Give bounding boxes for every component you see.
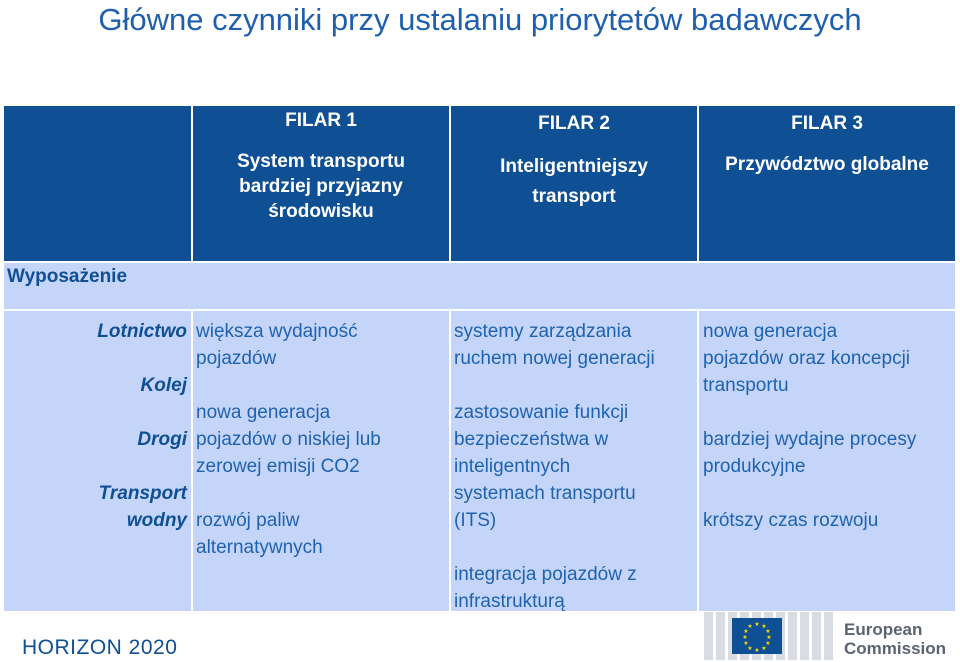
col1-item-3: rozwój paliw alternatywnych <box>196 510 323 558</box>
pillar-2-content <box>451 311 697 611</box>
svg-text:★: ★ <box>765 628 771 635</box>
eu-flag-icon <box>732 618 782 654</box>
pillar-3-subtitle: Przywództwo globalne <box>725 154 929 175</box>
svg-text:★: ★ <box>766 634 772 641</box>
european-commission-logo <box>704 612 952 660</box>
pillar-2-label: FILAR 2 <box>538 113 610 134</box>
horizon-2020-logo: HORIZON 2020 <box>22 636 178 659</box>
ec-wordmark-line1: European <box>844 620 923 639</box>
svg-text:★: ★ <box>747 645 753 652</box>
col1-item-2: nowa generacja pojazdów o niskiej lub zerowej emisji CO2 <box>196 402 381 477</box>
equipment-row <box>4 263 955 309</box>
pillar-3-label: FILAR 3 <box>791 113 863 134</box>
col2-item-3: integracja pojazdów z infrastrukturą <box>454 564 637 612</box>
col2-item-1: systemy zarządzania ruchem nowej generacji <box>454 321 655 369</box>
pillar-2-header <box>451 106 697 261</box>
svg-text:★: ★ <box>754 621 760 628</box>
pillar-1-label: FILAR 1 <box>285 110 357 131</box>
col2-item-2: zastosowanie funkcji bezpieczeństwa w inteligentnych systemach transportu (ITS) <box>454 402 636 531</box>
mode-waterborne: Transport wodny <box>98 483 187 531</box>
mode-aviation: Lotnictwo <box>97 321 187 342</box>
col1-item-1: większa wydajność pojazdów <box>196 321 358 369</box>
pillar-1-header <box>193 106 449 261</box>
equipment-label: Wyposażenie <box>7 266 128 287</box>
ec-wordmark-line2: Commission <box>844 639 947 658</box>
mode-road: Drogi <box>137 429 187 450</box>
ec-wordmark <box>844 620 946 658</box>
pillar-2-subtitle: Inteligentniejszy transport <box>500 156 648 207</box>
header-corner <box>4 106 191 261</box>
pillar-3-content <box>699 311 955 611</box>
svg-text:★: ★ <box>761 623 767 630</box>
svg-text:★: ★ <box>765 640 771 647</box>
pillar-1-content <box>193 311 449 611</box>
col3-item-2: bardziej wydajne procesy produkcyjne <box>703 429 917 477</box>
svg-text:★: ★ <box>761 645 767 652</box>
svg-text:★: ★ <box>742 634 748 641</box>
svg-text:★: ★ <box>747 623 753 630</box>
modes-cell <box>4 311 191 611</box>
col3-item-1: nowa generacja pojazdów oraz koncepcji transportu <box>703 321 911 396</box>
svg-text:★: ★ <box>754 647 760 654</box>
svg-text:★: ★ <box>743 640 749 647</box>
mode-rail: Kolej <box>140 375 187 396</box>
pillar-3-header <box>699 106 955 261</box>
col3-item-3: krótszy czas rozwoju <box>703 510 879 531</box>
svg-text:★: ★ <box>743 628 749 635</box>
pillar-1-subtitle: System transportu bardziej przyjazny środowisku <box>237 151 405 222</box>
page-title: Główne czynniki przy ustalaniu priorytetów badawczych <box>98 2 862 37</box>
